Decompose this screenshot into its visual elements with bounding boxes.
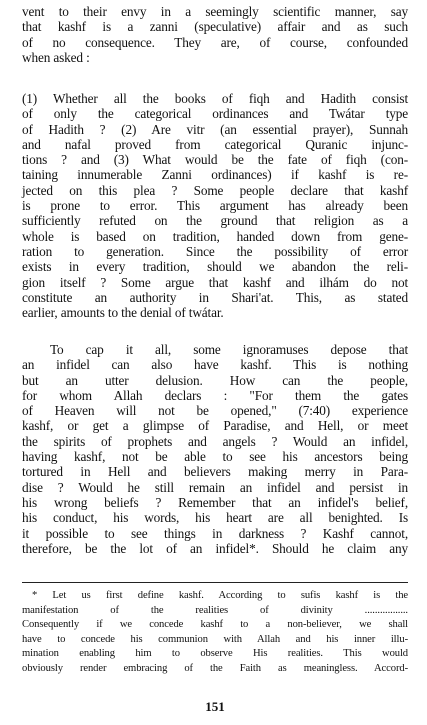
text-line: kashf, or get a glimpse of Paradise, and Hell, or meet <box>22 418 408 434</box>
text-line: an infidel can also have kashf. This is nothing <box>22 357 408 373</box>
text-line: his conduct, his words, his heart are all benighted. Is <box>22 510 408 526</box>
text-line: it possible to see things in darkness ? Kashf cannot, <box>22 525 408 541</box>
footnote-line: * Let us first define kashf. According to sufis kashf is the <box>32 590 408 601</box>
footnote-divider <box>22 582 408 583</box>
text-line: jected on this plea ? Some people declare that kashf <box>22 182 408 198</box>
text-line: earlier, amounts to the denial of twátar. <box>22 305 224 321</box>
text-line: of Hadith ? (2) Are vitr (an essential prayer), Sunnah <box>22 121 408 137</box>
text-line: whole is based on tradition, handed down from gene- <box>22 228 408 244</box>
text-line: having kashf, not be able to see his ancestors being <box>22 449 408 465</box>
text-line: when asked : <box>22 49 90 65</box>
text-line: of only the categorical ordinances and Twátar type <box>22 106 408 122</box>
text-line: but an utter delusion. How can the people, <box>22 372 408 388</box>
text-line: of Heaven will not be opened," (7:40) experience <box>22 403 408 419</box>
text-line: (1) Whether all the books of fiqh and Hadith consist <box>22 91 408 106</box>
footnote-line: mination enabling him to observe His realities. This would <box>22 648 408 660</box>
text-line: dise ? Would he still remain an infidel and persist in <box>22 479 408 495</box>
text-line: tortured in Hell and believers making merry in Para- <box>22 464 408 480</box>
text-line: and nafal proved from categorical Quranic injunc- <box>22 136 408 152</box>
text-line: is prone to error. This argument has already been <box>22 198 408 214</box>
footnote-line: obviously render embracing of the Faith as meaningless. Accord- <box>22 662 408 674</box>
text-line: for whom Allah declars : "For them the gates <box>22 387 408 403</box>
text-line: therefore, be the lot of an infidel*. Should he claim any <box>22 540 408 556</box>
text-line: tions ? and (3) What would be the fate of fiqh (con- <box>22 152 408 168</box>
paragraph-continuation <box>22 4 408 65</box>
text-line: the spirits of prophets and angels ? Would an infidel, <box>22 433 408 449</box>
text-line: that kashf is a zanni (speculative) affair and as such <box>22 19 408 35</box>
text-line: sufficiently refuted on the ground that religion as a <box>22 213 408 229</box>
text-line: his wrong beliefs ? Remember that an infidel's belief, <box>22 494 408 510</box>
footnote-line: manifestation of the realities of divinity ................. <box>22 604 408 616</box>
text-line: To cap it all, some ignoramuses depose that <box>50 342 408 357</box>
book-page <box>22 4 408 719</box>
footnote <box>22 589 408 677</box>
paragraph-questions <box>22 91 408 320</box>
footnote-line: Consequently if we concede kashf to a non-believer, we shall <box>22 619 408 631</box>
text-line: taining innumerable Zanni ordinances) if kashf is re- <box>22 167 408 183</box>
text-line: ration to generation. Since the possibility of error <box>22 243 408 259</box>
text-line: exists in every tradition, should we abandon the reli- <box>22 259 408 275</box>
text-line: of no consequence. They are, of course, confounded <box>22 34 408 50</box>
paragraph-infidel-kashf <box>22 342 408 556</box>
text-line: constitute an authority in Shari'at. This, as stated <box>22 289 408 305</box>
text-line: gion itself ? Some argue that kashf and ilhám do not <box>22 274 408 290</box>
footnote-line: have to concede his communion with Allah and his inner illu- <box>22 633 408 645</box>
page-number: 151 <box>205 699 225 714</box>
text-line: vent to their envy in a seemingly scientific manner, say <box>22 4 408 19</box>
